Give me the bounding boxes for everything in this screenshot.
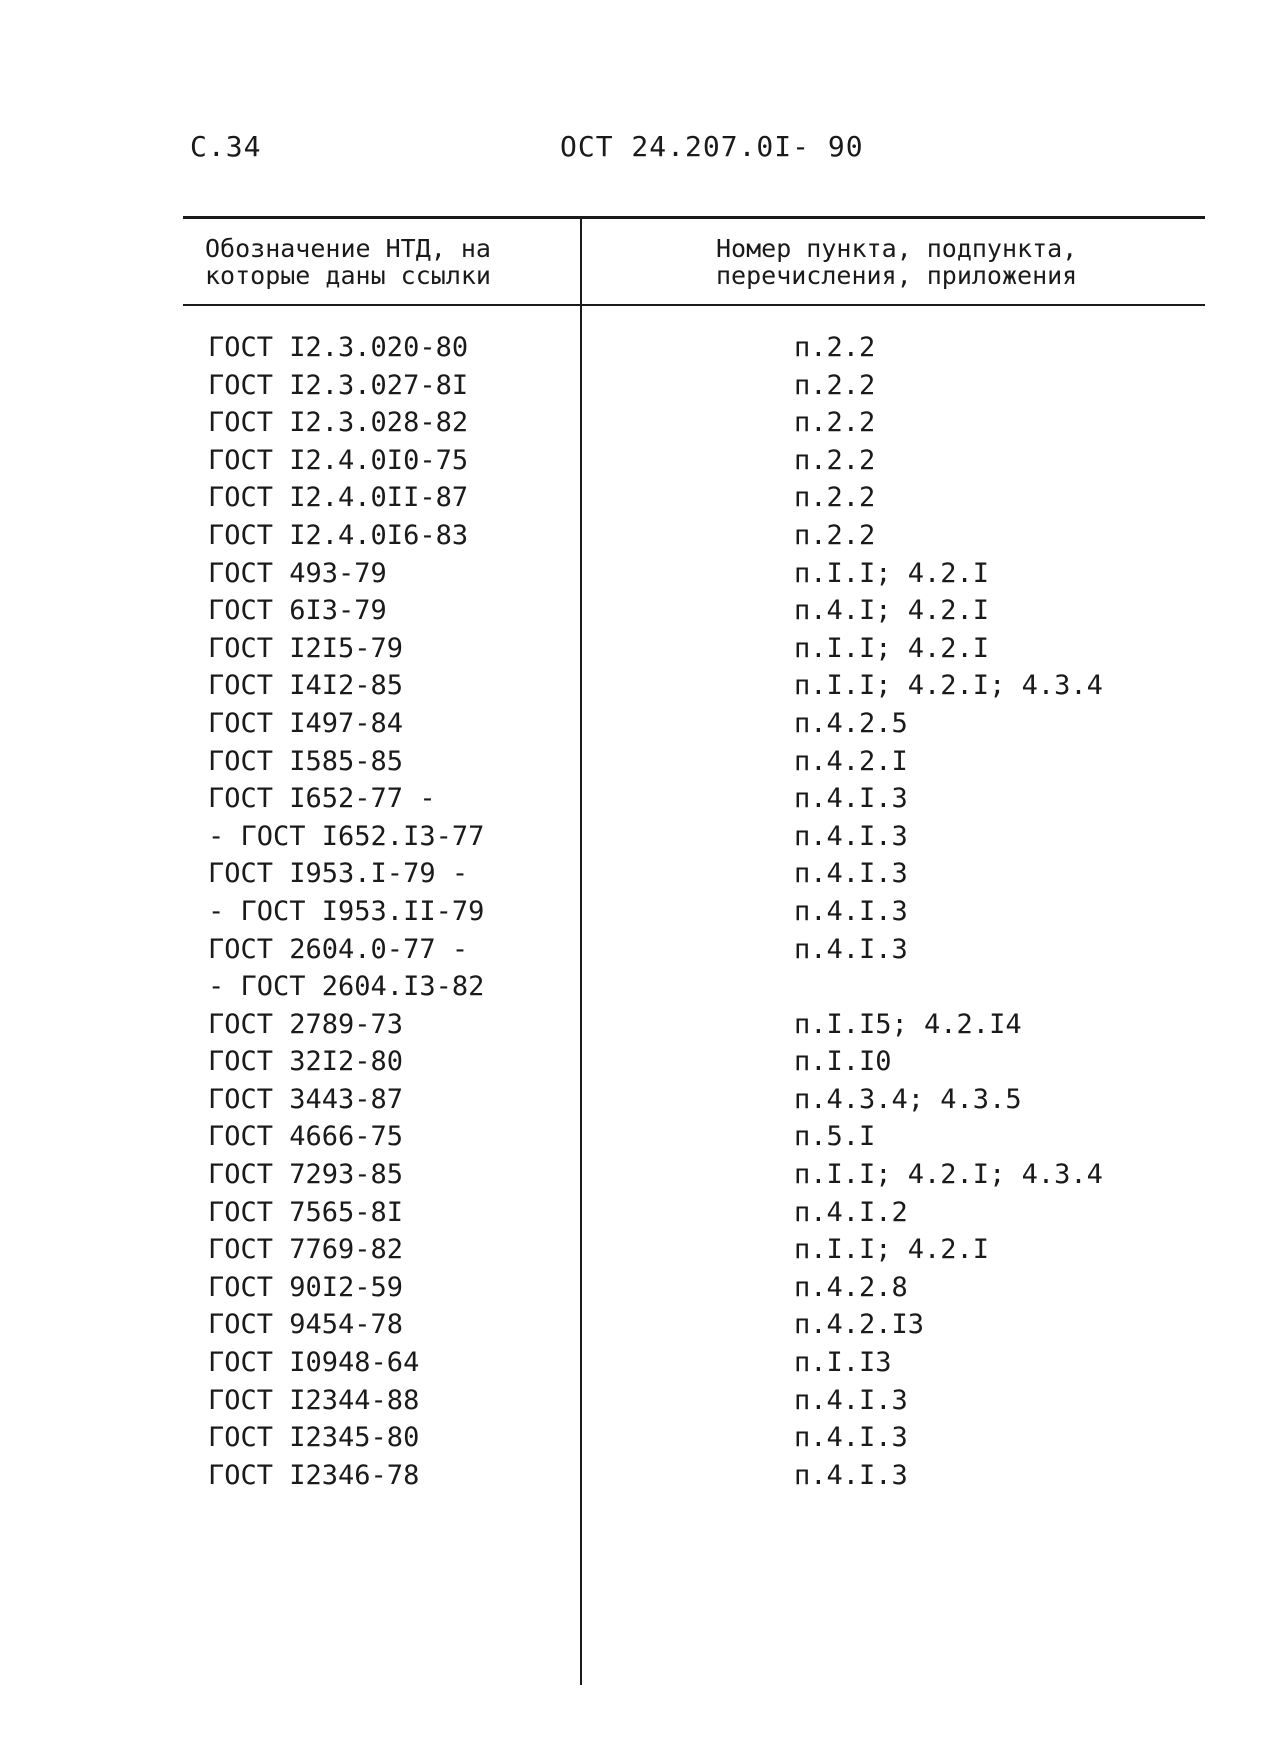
table-row [0, 1457, 1275, 1495]
clause-reference: п.5.I [794, 1121, 876, 1153]
document-designation: ГОСТ 3443-87 [208, 1083, 404, 1115]
clause-reference: п.I.I; 4.2.I [794, 632, 990, 664]
clause-reference: п.I.I; 4.2.I; 4.3.4 [794, 670, 1103, 702]
table-row [0, 479, 1275, 517]
document-designation: ГОСТ I953.I-79 - [208, 858, 469, 890]
clause-reference: п.2.2 [794, 519, 876, 551]
table-row [0, 1231, 1275, 1269]
document-designation: ГОСТ I2.4.0I0-75 [208, 444, 469, 476]
clause-reference: п.4.3.4; 4.3.5 [794, 1083, 1022, 1115]
table-row [0, 1006, 1275, 1044]
table-row [0, 329, 1275, 367]
document-designation: ГОСТ I2I5-79 [208, 632, 404, 664]
document-designation: - ГОСТ I953.II-79 [208, 895, 485, 927]
clause-reference: п.4.I.3 [794, 895, 908, 927]
clause-reference: п.4.I.3 [794, 1459, 908, 1491]
table-row [0, 1382, 1275, 1420]
table-row [0, 592, 1275, 630]
table-top-rule [183, 216, 1205, 219]
table-row [0, 555, 1275, 593]
document-designation: ГОСТ 493-79 [208, 557, 387, 589]
document-designation: ГОСТ I2346-78 [208, 1459, 420, 1491]
document-designation: ГОСТ I2344-88 [208, 1384, 420, 1416]
document-designation: ГОСТ I2.3.020-80 [208, 332, 469, 363]
document-designation: ГОСТ 9454-78 [208, 1309, 404, 1341]
table-row [0, 931, 1275, 969]
document-designation: ГОСТ 7769-82 [208, 1234, 404, 1266]
document-designation: - ГОСТ 2604.I3-82 [208, 971, 485, 1003]
table-row [0, 855, 1275, 893]
clause-reference: п.4.2.8 [794, 1271, 908, 1303]
document-designation: ГОСТ 90I2-59 [208, 1271, 404, 1303]
page-number: С.34 [190, 130, 262, 163]
table-row [0, 1344, 1275, 1382]
clause-reference: п.4.2.I [794, 745, 908, 777]
clause-reference: п.4.I.3 [794, 783, 908, 815]
table-row [0, 1269, 1275, 1307]
table-row [0, 442, 1275, 480]
clause-reference: п.4.I.3 [794, 1422, 908, 1454]
document-designation: ГОСТ I4I2-85 [208, 670, 404, 702]
clause-reference: п.2.2 [794, 332, 876, 363]
document-designation: ГОСТ 2604.0-77 - [208, 933, 469, 965]
table-row [0, 705, 1275, 743]
clause-reference: п.4.I.3 [794, 820, 908, 852]
clause-reference: п.I.I3 [794, 1347, 892, 1379]
table-row [0, 667, 1275, 705]
clause-reference: п.2.2 [794, 482, 876, 514]
document-designation: ГОСТ 7293-85 [208, 1159, 404, 1191]
table-row [0, 1043, 1275, 1081]
clause-reference: п.4.I.3 [794, 858, 908, 890]
document-designation: ГОСТ I2.3.027-8I [208, 369, 469, 401]
column-header-document: Обозначение НТД, на которые даны ссылки [205, 234, 491, 290]
document-designation: ГОСТ I497-84 [208, 707, 404, 739]
clause-reference: п.I.I; 4.2.I [794, 557, 990, 589]
table-row [0, 780, 1275, 818]
table-header-rule [183, 304, 1205, 306]
document-designation: ГОСТ 2789-73 [208, 1008, 404, 1040]
clause-reference: п.I.I5; 4.2.I4 [794, 1008, 1022, 1040]
table-row [0, 968, 1275, 1006]
table-row [0, 1081, 1275, 1119]
table-row [0, 1194, 1275, 1232]
table-row [0, 1306, 1275, 1344]
document-designation: ГОСТ 32I2-80 [208, 1046, 404, 1078]
document-designation: ГОСТ I0948-64 [208, 1347, 420, 1379]
clause-reference: п.4.I.3 [794, 933, 908, 965]
clause-reference: п.I.I; 4.2.I [794, 1234, 990, 1266]
document-designation: ГОСТ 7565-8I [208, 1196, 404, 1228]
table-row [0, 630, 1275, 668]
table-row [0, 1419, 1275, 1457]
clause-reference: п.2.2 [794, 407, 876, 439]
clause-reference: п.4.2.5 [794, 707, 908, 739]
table-row [0, 893, 1275, 931]
document-designation: ГОСТ I2.3.028-82 [208, 407, 469, 439]
table-row [0, 367, 1275, 405]
clause-reference: п.4.I; 4.2.I [794, 595, 990, 627]
document-designation: ГОСТ I652-77 - [208, 783, 436, 815]
clause-reference: п.2.2 [794, 369, 876, 401]
clause-reference: п.I.I; 4.2.I; 4.3.4 [794, 1159, 1103, 1191]
document-designation: ГОСТ 4666-75 [208, 1121, 404, 1153]
clause-reference: п.I.I0 [794, 1046, 892, 1078]
document-designation: - ГОСТ I652.I3-77 [208, 820, 485, 852]
document-designation: ГОСТ I2.4.0II-87 [208, 482, 469, 514]
table-row [0, 743, 1275, 781]
clause-reference: п.2.2 [794, 444, 876, 476]
clause-reference: п.4.2.I3 [794, 1309, 925, 1341]
clause-reference: п.4.I.2 [794, 1196, 908, 1228]
table-row [0, 1156, 1275, 1194]
column-header-reference: Номер пункта, подпункта, перечисления, приложения [716, 234, 1078, 290]
document-designation: ГОСТ I585-85 [208, 745, 404, 777]
document-designation: ГОСТ 6I3-79 [208, 595, 387, 627]
clause-reference: п.4.I.3 [794, 1384, 908, 1416]
document-designation: ГОСТ I2.4.0I6-83 [208, 519, 469, 551]
table-row [0, 404, 1275, 442]
table-row [0, 818, 1275, 856]
document-code: ОСТ 24.207.0I- 90 [560, 130, 864, 163]
table-row [0, 517, 1275, 555]
table-row [0, 1118, 1275, 1156]
document-designation: ГОСТ I2345-80 [208, 1422, 420, 1454]
table-body [0, 329, 1275, 1494]
